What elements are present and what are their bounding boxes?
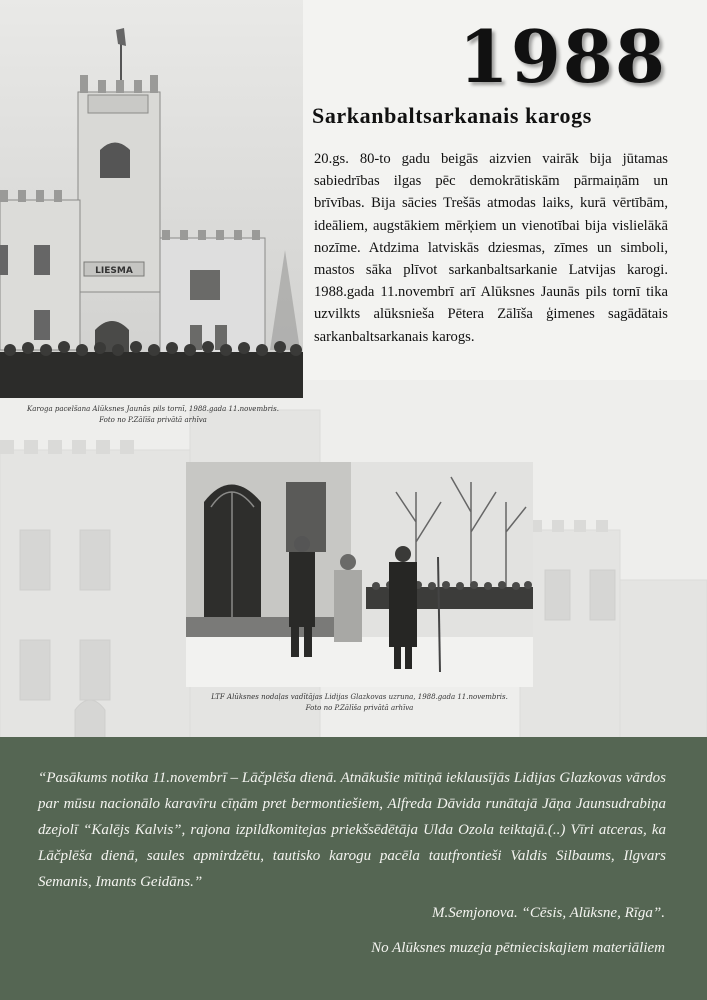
photo2-caption-line1: LTF Alūksnes nodaļas vadītājas Lidijas Glazkovas uzruna, 1988.gada 11.novembris. (211, 693, 508, 701)
year-heading: 1988 (458, 14, 667, 99)
photo2-caption (186, 692, 533, 714)
quote-text: “Pasākums notika 11.novembrī – Lāčplēša dienā. Atnākušie mītiņā ieklausījās Lidijas Glazkovas vārdos par mūsu nacionālo karavīru cīņām pret bermontiešiem, Alfreda Dāvida runātajā Jāņa Jaunsudrabiņa dzejolī “Kalējs Kalvis”, rajona izpildkomitejas priekšsēdētāja Ulda Ozola teiktajā.(..) Vīri atceras, ka Lāčplēša dienā, saules apmirdzētu, tautisko karogu pacēla tautfrontieši Valdis Silbaums, Ilgvars Semanis, Imants Geidāns.” (38, 770, 666, 890)
speech-photo (186, 462, 533, 687)
photo1-caption-line1: Karoga pacelšana Alūksnes Jaunās pils tornī, 1988.gada 11.novembris. (27, 405, 279, 413)
photo1-caption-line2: Foto no P.Zālīša privātā arhīva (99, 416, 207, 424)
building-sign-text: LIESMA (95, 266, 133, 276)
article-body: 20.gs. 80-to gadu beigās aizvien vairāk bija jūtamas sabiedrības ilgas pēc demokrātiskām pārmaiņām un brīvības. Bija sācies Trešās atmodas laiks, kurā vērtībām, ideāliem, augstākiem mērķiem un vienotībai bija vislielākā nozīme. Atdzima latviskās dziesmas, zīmes un simboli, mastos sāka plīvot sarkanbaltsarkanie Latvijas karogi. 1988.gada 11.novembrī arī Alūksnes Jaunās pils tornī tika uzvilkts alūksnieša Pētera Zālīša ģimenes sagādātais sarkanbaltsarkanais karogs. (314, 151, 668, 345)
castle-flag-photo (0, 0, 303, 398)
quote-source-museum: No Alūksnes muzeja pētnieciskajiem materiāliem (371, 940, 665, 956)
page-title: Sarkanbaltsarkanais karogs (312, 103, 592, 128)
photo1-caption (8, 404, 298, 426)
quote-source: M.Semjonova. “Cēsis, Alūksne, Rīga”. (431, 905, 665, 921)
photo2-caption-line2: Foto no P.Zālīša privātā arhīva (305, 704, 414, 712)
